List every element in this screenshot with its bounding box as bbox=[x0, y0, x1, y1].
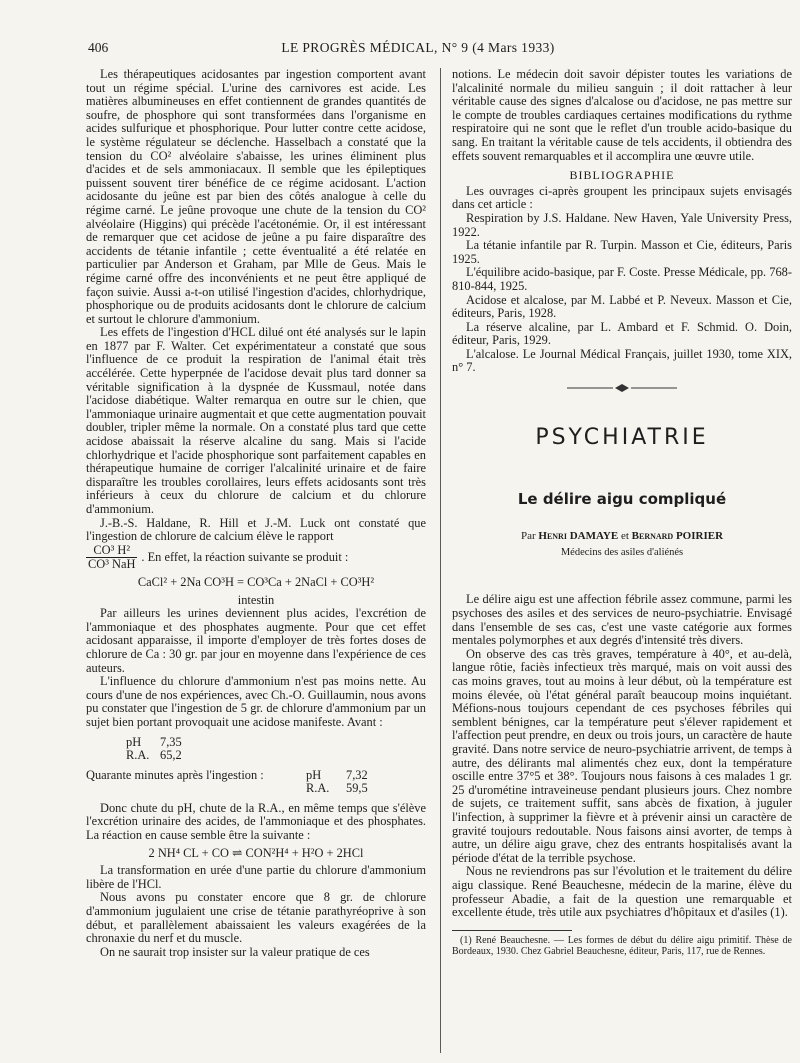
ornament-divider bbox=[567, 383, 677, 393]
text-run: J.-B.-S. Haldane, R. Hill et J.-M. Luck ont constaté que l'ingestion de chlorure de calcium élève le rapport bbox=[86, 515, 426, 544]
bibliography-intro: Les ouvrages ci-après groupent les principaux sujets envisagés dans cet article : bbox=[452, 183, 792, 212]
bibliography-entry: L'équilibre acido-basique, par F. Coste. Presse Médicale, pp. 768-810-844, 1925. bbox=[452, 265, 792, 293]
paragraph: On ne saurait trop insister sur la valeur pratique de ces bbox=[100, 944, 370, 959]
fraction bbox=[86, 544, 137, 572]
paragraph: Le délire aigu est une affection fébrile assez commune, parmi les psychoses des asiles et des services de neuro-psychiatrie. Envisagé dans l'ensemble de ses cas, c'est une vaste catégorie aux formes mentales polymorphes et aux degrés d'intensité très divers. bbox=[452, 592, 792, 648]
text-run: . En effet, la réaction suivante se produit : bbox=[141, 549, 349, 564]
bibliography-heading: BIBLIOGRAPHIE bbox=[569, 168, 675, 183]
measurement-row: Quarante minutes après l'ingestion : pH 7,32 bbox=[86, 767, 368, 782]
author-name: Henri DAMAYE bbox=[538, 530, 619, 543]
ratio-line bbox=[86, 544, 426, 572]
bibliography-entry: La réserve alcaline, par L. Ambard et F. Schmid. O. Doin, éditeur, Paris, 1929. bbox=[452, 319, 792, 348]
equation-ammonium: 2 NH⁴ CL + CO ⇌ CON²H⁴ + H²O + 2HCl bbox=[148, 845, 364, 860]
measurements-before bbox=[86, 736, 426, 763]
footnote-rule bbox=[452, 930, 572, 931]
bibliography-entry: Acidose et alcalose, par M. Labbé et P. Neveux. Masson et Cie, éditeurs, Paris, 1928. bbox=[452, 292, 792, 321]
page-number: 406 bbox=[88, 40, 109, 55]
paragraph: On observe des cas très graves, température à 40°, et au-delà, langue rôtie, faciès infectieux très marqué, mais on voit aussi des cas moins graves, tout au moins à leur début, où la température est moins élevée, où l'état général paraît beaucoup moins inquiétant. Méfions-nous toujours cependant de ces psychoses fébriles qui semblent bénignes, car la température peut s'élever rapidement et l'affection peut prendre, en deux ou trois jours, un caractère de haute gravité. Dans notre service de neuro-psychiatrie arrivent, de temps à autre, des délirants mal alimentés chez eux, dont la température oscille entre 37°5 et 38°. Toujours nous faisons à ces malades 1 gr. 25 d'urométine intraveineuse pendant plusieurs jours. Chez nombre de sujets, ce traitement suffit, sans abcès de fixation, à juguler l'infection, à supprimer la fièvre et à prévenir ainsi un caractère de gravité toujours redoutable. Nous faisons ainsi avorter, de temps à autre, un délire aigu grave, chez des entrants hospitalisés avant la période d'état de la terrible psychose. bbox=[452, 646, 792, 865]
column-divider bbox=[440, 68, 441, 1053]
fraction-numerator: CO³ H² bbox=[86, 544, 137, 559]
article-title: Le délire aigu compliqué bbox=[517, 489, 727, 508]
equation-calcium: CaCl² + 2Na CO³H = CO³Ca + 2NaCl + CO³H² bbox=[137, 574, 375, 589]
author-affiliation: Médecins des asiles d'aliénés bbox=[560, 546, 684, 558]
author-name: Bernard POIRIER bbox=[631, 530, 724, 543]
measurements-after bbox=[86, 769, 426, 796]
paragraph: notions. Le médecin doit savoir dépister toutes les variations de l'alcalinité normale du milieu sanguin ; il doit rattacher à leur véritable cause des signes d'alcalose ou d'acidose, ne pas mettre sur le compte de troubles cardiaques certaines modifications du rythme respiratoire qui ne sont que le reflet d'un trouble acido-basique du sang. En traitant la véritable cause de tels accidents, il obtiendra des effets souvent remarquables et il accomplira une œuvre utile. bbox=[452, 67, 792, 163]
right-column bbox=[452, 68, 792, 958]
paragraph: Nous ne reviendrons pas sur l'évolution et le traitement du délire aigu classique. René Beauchesne, médecin de la marine, élève du professeur Abadie, a fait de la question une remarquable et excellente étude, très utile aux psychiatres d'hôpitaux et d'asiles (1). bbox=[452, 864, 792, 920]
footnote: (1) René Beauchesne. — Les formes de début du délire aigu primitif. Thèse de Bordeaux, 1930. Chez Gabriel Beauchesne, éditeur, Paris, 117, rue de Rennes. bbox=[452, 934, 792, 958]
measurement-row: R.A. 65,2 bbox=[126, 748, 182, 763]
measurement-row: R.A. 59,5 bbox=[306, 781, 368, 796]
measurement-row: pH 7,35 bbox=[126, 734, 182, 749]
bibliography-entry: La tétanie infantile par R. Turpin. Masson et Cie, éditeurs, Paris 1925. bbox=[452, 238, 792, 266]
byline: Par Henri DAMAYE et Bernard POIRIER bbox=[520, 530, 724, 543]
paragraph: La transformation en urée d'une partie du chlorure d'ammonium libère de l'HCl. bbox=[86, 863, 426, 891]
running-title: LE PROGRÈS MÉDICAL, N° 9 (4 Mars 1933) bbox=[281, 40, 555, 55]
paragraph: Par ailleurs les urines deviennent plus acides, l'excrétion de l'ammoniaque et des phosphates augmente. Pour que cet effet acidosant apparaisse, il importe d'employer de très fortes doses de chlorure de Ca : 30 gr. par jour en moyenne dans l'expérience de ces auteurs. bbox=[86, 606, 426, 675]
paragraph: Donc chute du pH, chute de la R.A., en même temps que s'élève l'excrétion urinaire des acides, de l'ammoniaque et des phosphates. La réaction en cause semble être la suivante : bbox=[86, 800, 426, 843]
paragraph: Nous avons pu constater encore que 8 gr. de chlorure d'ammonium jugulaient une crise de tétanie parathyréoprive à son début, et parallèlement abaissaient les valeurs exagérées de la chronaxie du nerf et du muscle. bbox=[86, 890, 426, 946]
section-heading: PSYCHIATRIE bbox=[535, 425, 709, 451]
bibliography-entry: L'alcalose. Le Journal Médical Français, juillet 1930, tome XIX, n° 7. bbox=[452, 346, 792, 375]
paragraph: Les thérapeutiques acidosantes par ingestion comportent avant tout un régime spécial. L'urine des carnivores est acide. Les matières albumineuses en effet contiennent de grandes quantités de soufre, de phosphore qui sont transformées dans l'organisme en acides sulfurique et phosphorique. Pour lutter contre cette acidose, le système régulateur se déclenche. Hasselbach a constaté que la tension du CO² alvéolaire s'abaisse, les urines éliminent plus d'acides et de sels ammoniacaux. Il semble que les épileptiques puissent souvent tirer bénéfice de ce régime acidosant. L'action acidosante du jeûne est par bien des côtés analogue à celle du régime carné. Le jeûne provoque une chute de la tension du CO² alvéolaire (Higgins) qui précède l'acétonémie. Or, il est intéressant de remarquer que cet acidose de jeûne a pu faire disparaître des accidents de tétanie infantile ; cette éventualité a été relatée en particulier par Anderson et Graham, par Mlle de Geus. Mais le régime carné offre des inconvénients et ne peut être appliqué de façon suivie. Aussi a-t-on utilisé l'ingestion d'acides, chlorhydrique, phosphorique ou de produits acidosants dont le chlorure de calcium et surtout le chlorure d'ammonium. bbox=[86, 67, 426, 326]
paragraph bbox=[86, 517, 426, 544]
fraction-denominator: CO³ NaH bbox=[88, 557, 136, 572]
bibliography-entry: Respiration by J.S. Haldane. New Haven, Yale University Press, 1922. bbox=[452, 210, 792, 239]
left-column bbox=[86, 68, 426, 959]
paragraph: Les effets de l'ingestion d'HCL dilué ont été analysés sur le lapin en 1877 par F. Walter. Cet expérimentateur a constaté que sous l'influence de ce produit la respiration de l'animal était très accélérée. Cette hyperpnée de l'acidose devait plus tard donner sa véritable signification à la dyspnée de Kussmaul, notée dans l'acidose diabétique. Walter remarqua en outre sur le chien, que l'ammoniaque urinaire augmentait et que cette augmentation pouvait doubler, tripler même la normale. On a constaté plus tard que cette acidose abaissait la réserve alcaline du sang. Mais si l'acide chlorhydrique et l'acide phosphorique sont parfaitement capables en thérapeutique humaine de corriger l'alcalinité urinaire et de faire disparaître les troubles corollaires, leurs effets acidosants sont très inférieurs à ceux du chlorure de calcium et du chlorure d'ammonium. bbox=[86, 325, 426, 516]
paragraph: L'influence du chlorure d'ammonium n'est pas moins nette. Au cours d'une de nos expériences, avec Ch.-O. Guillaumin, nous avons pu constater que l'ingestion de 5 gr. de chlorure d'ammonium par un sujet bien portant provoquait une acidose manifeste. Avant : bbox=[86, 674, 426, 729]
page-header bbox=[88, 40, 748, 60]
equation-annotation: intestin bbox=[237, 592, 275, 607]
